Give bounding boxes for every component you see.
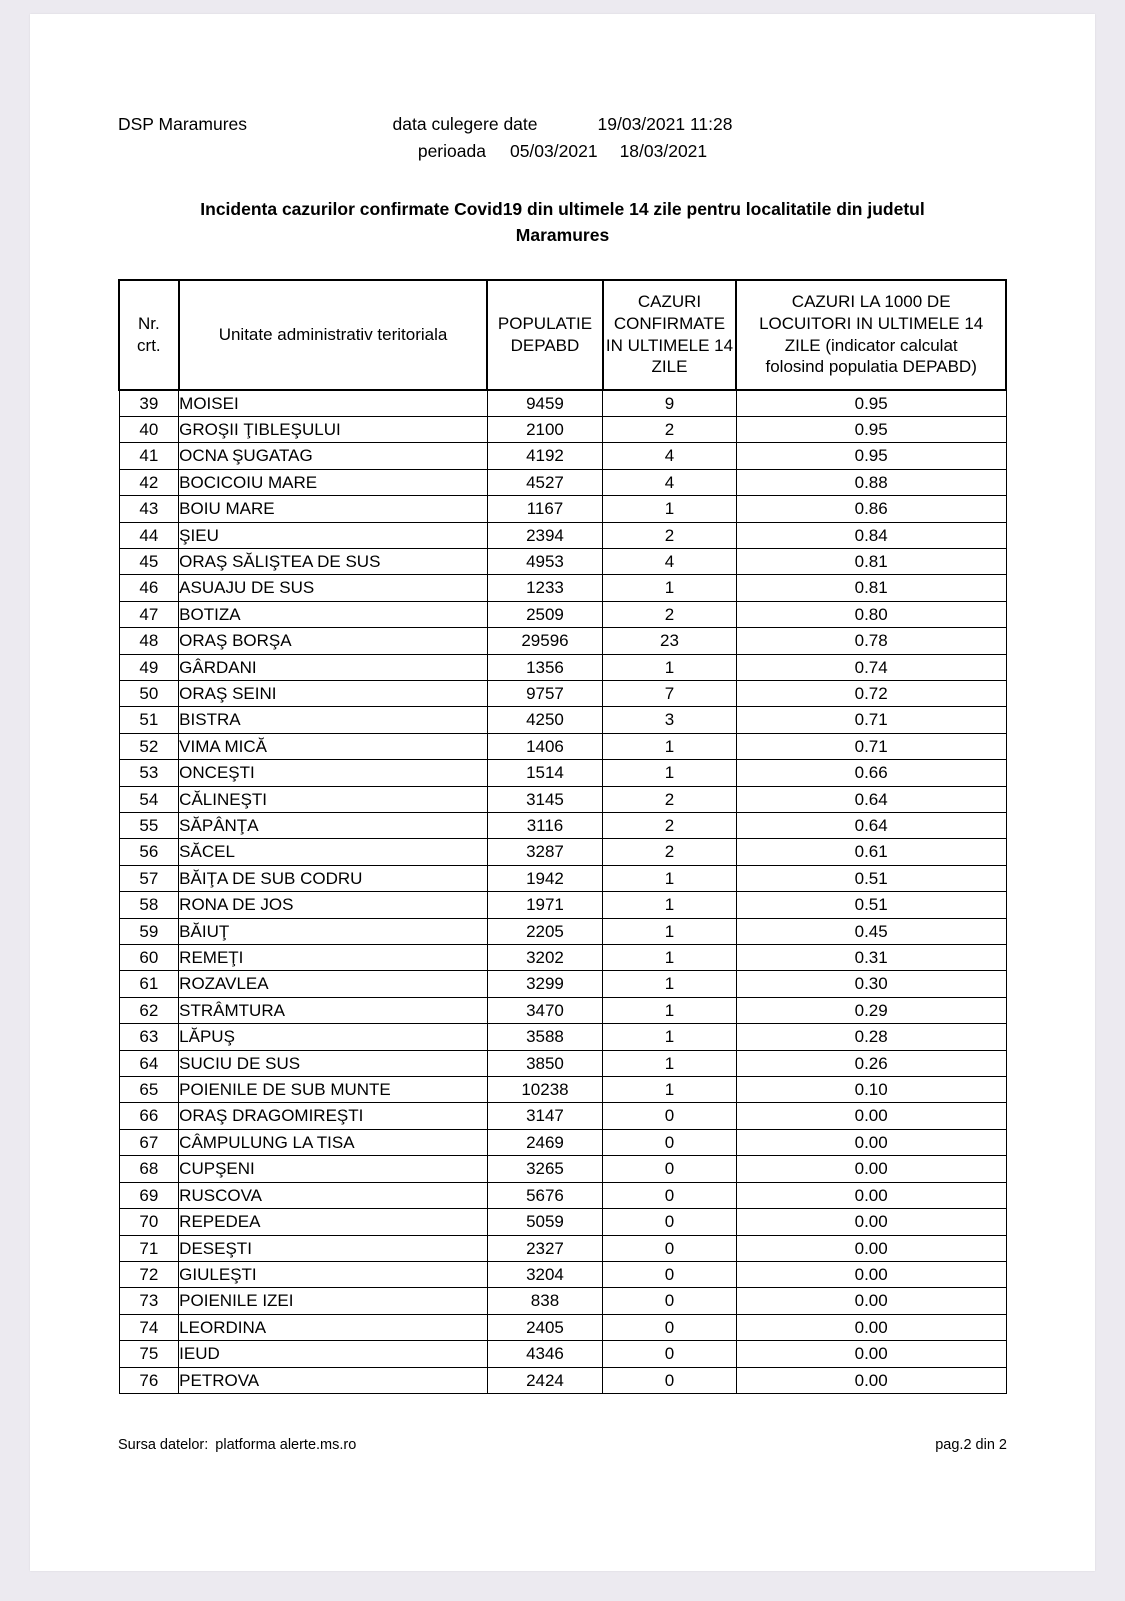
cell-nr: 54: [119, 786, 179, 812]
cell-population: 5059: [487, 1209, 602, 1235]
table-row: [119, 1288, 1006, 1314]
cell-uat: BISTRA: [179, 707, 488, 733]
cell-nr: 40: [119, 416, 179, 442]
table-header: [119, 280, 1006, 390]
cell-rate: 0.81: [736, 548, 1006, 574]
source-note: [118, 1437, 356, 1453]
cell-nr: 76: [119, 1367, 179, 1393]
cell-cases: 1: [603, 892, 737, 918]
cell-rate: 0.26: [736, 1050, 1006, 1076]
cell-cases: 1: [603, 1050, 737, 1076]
table-row: [119, 1182, 1006, 1208]
cell-cases: 0: [603, 1209, 737, 1235]
cell-uat: LEORDINA: [179, 1314, 488, 1340]
cell-nr: 60: [119, 945, 179, 971]
cell-rate: 0.00: [736, 1261, 1006, 1287]
period-start: 05/03/2021: [509, 141, 598, 161]
table-row: [119, 971, 1006, 997]
cell-nr: 56: [119, 839, 179, 865]
cell-cases: 0: [603, 1341, 737, 1367]
cell-uat: ORAŞ BORŞA: [179, 628, 488, 654]
cell-nr: 67: [119, 1129, 179, 1155]
column-header-cases: [603, 280, 737, 390]
cell-population: 4527: [487, 469, 602, 495]
cell-cases: 0: [603, 1367, 737, 1393]
cell-population: 4346: [487, 1341, 602, 1367]
cell-cases: 9: [603, 390, 737, 417]
cell-nr: 62: [119, 997, 179, 1023]
page-title: Incidenta cazurilor confirmate Covid19 din ultimele 14 zile pentru localitatile din judetul Maramures: [200, 199, 925, 246]
cell-nr: 68: [119, 1156, 179, 1182]
table-row: [119, 813, 1006, 839]
column-header-population-line1: POPULATIE: [497, 313, 593, 333]
cell-population: 1406: [487, 733, 602, 759]
cell-cases: 2: [603, 839, 737, 865]
cell-cases: 7: [603, 680, 737, 706]
cell-rate: 0.95: [736, 390, 1006, 417]
cell-population: 1514: [487, 760, 602, 786]
authority-name: DSP Maramures: [118, 114, 248, 134]
cell-population: 3147: [487, 1103, 602, 1129]
cell-rate: 0.00: [736, 1182, 1006, 1208]
document-header: [118, 114, 1007, 170]
cell-nr: 48: [119, 628, 179, 654]
cell-cases: 1: [603, 496, 737, 522]
document-page: [30, 14, 1095, 1571]
cell-uat: IEUD: [179, 1341, 488, 1367]
cell-population: 1356: [487, 654, 602, 680]
cell-cases: 2: [603, 601, 737, 627]
table-row: [119, 1129, 1006, 1155]
cell-cases: 0: [603, 1182, 737, 1208]
cell-nr: 64: [119, 1050, 179, 1076]
cell-rate: 0.28: [736, 1024, 1006, 1050]
cell-population: 1971: [487, 892, 602, 918]
column-header-rate-line3: ZILE (indicator calculat: [784, 335, 958, 355]
cell-cases: 2: [603, 416, 737, 442]
collection-datetime-line: [393, 114, 733, 135]
cell-cases: 23: [603, 628, 737, 654]
table-row: [119, 997, 1006, 1023]
cell-rate: 0.51: [736, 865, 1006, 891]
table-row: [119, 680, 1006, 706]
cell-cases: 1: [603, 945, 737, 971]
table-row: [119, 733, 1006, 759]
column-header-rate-line4: folosind populatia DEPABD): [765, 357, 977, 377]
table-row: [119, 1314, 1006, 1340]
table-row: [119, 1367, 1006, 1393]
cell-uat: SĂCEL: [179, 839, 488, 865]
column-header-cases-line1: CAZURI: [637, 292, 702, 311]
cell-rate: 0.80: [736, 601, 1006, 627]
cell-cases: 1: [603, 654, 737, 680]
cell-nr: 75: [119, 1341, 179, 1367]
cell-rate: 0.00: [736, 1209, 1006, 1235]
table-row: [119, 443, 1006, 469]
cell-population: 3204: [487, 1261, 602, 1287]
column-header-rate-line2: LOCUITORI IN ULTIMELE 14: [759, 313, 984, 333]
cell-cases: 1: [603, 918, 737, 944]
cell-population: 3116: [487, 813, 602, 839]
cell-nr: 53: [119, 760, 179, 786]
cell-cases: 1: [603, 865, 737, 891]
cell-uat: SUCIU DE SUS: [179, 1050, 488, 1076]
table-row: [119, 1156, 1006, 1182]
table-row: [119, 601, 1006, 627]
cell-uat: RONA DE JOS: [179, 892, 488, 918]
cell-population: 9757: [487, 680, 602, 706]
cell-population: 3145: [487, 786, 602, 812]
cell-cases: 0: [603, 1261, 737, 1287]
cell-uat: LĂPUŞ: [179, 1024, 488, 1050]
table-row: [119, 416, 1006, 442]
cell-rate: 0.00: [736, 1103, 1006, 1129]
table-row: [119, 1103, 1006, 1129]
cell-nr: 39: [119, 390, 179, 417]
cell-uat: OCNA ŞUGATAG: [179, 443, 488, 469]
table-row: [119, 786, 1006, 812]
cell-cases: 1: [603, 1024, 737, 1050]
cell-cases: 1: [603, 575, 737, 601]
cell-uat: ONCEŞTI: [179, 760, 488, 786]
cell-cases: 2: [603, 813, 737, 839]
cell-nr: 69: [119, 1182, 179, 1208]
column-header-rate-line1: CAZURI LA 1000 DE: [791, 292, 951, 311]
cell-nr: 71: [119, 1235, 179, 1261]
column-header-nr-line2: crt.: [137, 335, 161, 355]
cell-cases: 3: [603, 707, 737, 733]
collection-datetime: 19/03/2021 11:28: [597, 114, 733, 134]
cell-rate: 0.00: [736, 1367, 1006, 1393]
period-line: [418, 141, 707, 162]
cell-population: 2394: [487, 522, 602, 548]
table-row: [119, 575, 1006, 601]
cell-population: 9459: [487, 390, 602, 417]
cell-population: 2205: [487, 918, 602, 944]
cell-uat: DESEŞTI: [179, 1235, 488, 1261]
cell-rate: 0.64: [736, 786, 1006, 812]
period-label: perioada: [417, 141, 486, 161]
document-footer: [118, 1437, 1007, 1453]
cell-uat: GÂRDANI: [179, 654, 488, 680]
cell-cases: 4: [603, 443, 737, 469]
cell-uat: ŞIEU: [179, 522, 488, 548]
cell-uat: BOIU MARE: [179, 496, 488, 522]
cell-rate: 0.00: [736, 1235, 1006, 1261]
table-row: [119, 548, 1006, 574]
cell-population: 3588: [487, 1024, 602, 1050]
cell-population: 4953: [487, 548, 602, 574]
cell-uat: PETROVA: [179, 1367, 488, 1393]
cell-cases: 0: [603, 1103, 737, 1129]
cell-uat: CUPŞENI: [179, 1156, 488, 1182]
cell-rate: 0.72: [736, 680, 1006, 706]
cell-rate: 0.71: [736, 733, 1006, 759]
collection-label: data culegere date: [392, 114, 538, 134]
table-row: [119, 865, 1006, 891]
column-header-population-line2: DEPABD: [510, 335, 580, 355]
cell-nr: 74: [119, 1314, 179, 1340]
cell-nr: 46: [119, 575, 179, 601]
cell-rate: 0.78: [736, 628, 1006, 654]
cell-rate: 0.88: [736, 469, 1006, 495]
cell-nr: 43: [119, 496, 179, 522]
cell-population: 4250: [487, 707, 602, 733]
cell-cases: 4: [603, 548, 737, 574]
cell-rate: 0.66: [736, 760, 1006, 786]
cell-population: 2100: [487, 416, 602, 442]
cell-uat: CĂLINEŞTI: [179, 786, 488, 812]
cell-nr: 58: [119, 892, 179, 918]
cell-rate: 0.00: [736, 1288, 1006, 1314]
cell-cases: 2: [603, 522, 737, 548]
column-header-cases-line3: IN ULTIMELE 14: [605, 335, 734, 355]
period-end: 18/03/2021: [619, 141, 708, 161]
cell-population: 2469: [487, 1129, 602, 1155]
cell-population: 5676: [487, 1182, 602, 1208]
table-row: [119, 918, 1006, 944]
cell-nr: 61: [119, 971, 179, 997]
table-row: [119, 390, 1006, 417]
page-number: pag.2 din 2: [935, 1437, 1007, 1453]
table-row: [119, 1235, 1006, 1261]
cell-cases: 1: [603, 997, 737, 1023]
cell-uat: MOISEI: [179, 390, 488, 417]
cell-cases: 0: [603, 1156, 737, 1182]
cell-rate: 0.10: [736, 1077, 1006, 1103]
table-row: [119, 945, 1006, 971]
cell-rate: 0.29: [736, 997, 1006, 1023]
table-row: [119, 1077, 1006, 1103]
cell-population: 2405: [487, 1314, 602, 1340]
cell-cases: 2: [603, 786, 737, 812]
cell-rate: 0.45: [736, 918, 1006, 944]
cell-population: 3287: [487, 839, 602, 865]
cell-population: 3470: [487, 997, 602, 1023]
cell-uat: POIENILE DE SUB MUNTE: [179, 1077, 488, 1103]
cell-uat: VIMA MICĂ: [179, 733, 488, 759]
cell-population: 3265: [487, 1156, 602, 1182]
table-row: [119, 1024, 1006, 1050]
table-row: [119, 707, 1006, 733]
cell-population: 1167: [487, 496, 602, 522]
cell-uat: BOTIZA: [179, 601, 488, 627]
cell-uat: ORAŞ DRAGOMIREŞTI: [179, 1103, 488, 1129]
cell-cases: 1: [603, 971, 737, 997]
table-row: [119, 1209, 1006, 1235]
table-row: [119, 892, 1006, 918]
cell-rate: 0.31: [736, 945, 1006, 971]
cell-rate: 0.95: [736, 443, 1006, 469]
cell-nr: 65: [119, 1077, 179, 1103]
cell-nr: 49: [119, 654, 179, 680]
cell-cases: 1: [603, 1077, 737, 1103]
cell-nr: 57: [119, 865, 179, 891]
cell-uat: BOCICOIU MARE: [179, 469, 488, 495]
cell-uat: RUSCOVA: [179, 1182, 488, 1208]
cell-uat: CÂMPULUNG LA TISA: [179, 1129, 488, 1155]
cell-uat: BĂIUŢ: [179, 918, 488, 944]
cell-cases: 4: [603, 469, 737, 495]
cell-nr: 66: [119, 1103, 179, 1129]
cell-rate: 0.51: [736, 892, 1006, 918]
column-header-rate: [736, 280, 1006, 390]
cell-nr: 44: [119, 522, 179, 548]
cell-rate: 0.30: [736, 971, 1006, 997]
source-value: platforma alerte.ms.ro: [215, 1437, 357, 1453]
cell-uat: ORAŞ SĂLIŞTEA DE SUS: [179, 548, 488, 574]
cell-rate: 0.61: [736, 839, 1006, 865]
cell-uat: REMEŢI: [179, 945, 488, 971]
cell-nr: 73: [119, 1288, 179, 1314]
cell-rate: 0.86: [736, 496, 1006, 522]
cell-nr: 41: [119, 443, 179, 469]
cell-nr: 50: [119, 680, 179, 706]
table-row: [119, 760, 1006, 786]
cell-rate: 0.74: [736, 654, 1006, 680]
table-header-row: [119, 280, 1006, 390]
table-row: [119, 628, 1006, 654]
source-label: Sursa datelor:: [118, 1437, 209, 1453]
cell-cases: 1: [603, 760, 737, 786]
cell-nr: 51: [119, 707, 179, 733]
cell-cases: 0: [603, 1314, 737, 1340]
cell-cases: 0: [603, 1235, 737, 1261]
column-header-uat: Unitate administrativ teritoriala: [179, 280, 488, 390]
cell-cases: 0: [603, 1129, 737, 1155]
cell-nr: 55: [119, 813, 179, 839]
cell-population: 10238: [487, 1077, 602, 1103]
column-header-nr-line1: Nr.: [137, 313, 160, 333]
cell-population: 1942: [487, 865, 602, 891]
table-row: [119, 1341, 1006, 1367]
cell-nr: 70: [119, 1209, 179, 1235]
cell-rate: 0.00: [736, 1314, 1006, 1340]
cell-rate: 0.64: [736, 813, 1006, 839]
column-header-nr: [119, 280, 179, 390]
cell-uat: ORAŞ SEINI: [179, 680, 488, 706]
cell-rate: 0.81: [736, 575, 1006, 601]
cell-population: 2509: [487, 601, 602, 627]
cell-cases: 0: [603, 1288, 737, 1314]
cell-uat: GIULEŞTI: [179, 1261, 488, 1287]
cell-rate: 0.00: [736, 1129, 1006, 1155]
cell-rate: 0.84: [736, 522, 1006, 548]
cell-uat: BĂIŢA DE SUB CODRU: [179, 865, 488, 891]
cell-rate: 0.00: [736, 1341, 1006, 1367]
table-row: [119, 496, 1006, 522]
table-row: [119, 1050, 1006, 1076]
cell-uat: ASUAJU DE SUS: [179, 575, 488, 601]
incidence-table: [118, 279, 1007, 1394]
cell-population: 3299: [487, 971, 602, 997]
table-body: [119, 390, 1006, 1394]
cell-rate: 0.95: [736, 416, 1006, 442]
cell-nr: 42: [119, 469, 179, 495]
cell-rate: 0.00: [736, 1156, 1006, 1182]
cell-nr: 59: [119, 918, 179, 944]
cell-population: 3202: [487, 945, 602, 971]
cell-population: 1233: [487, 575, 602, 601]
cell-cases: 1: [603, 733, 737, 759]
cell-nr: 52: [119, 733, 179, 759]
cell-uat: ROZAVLEA: [179, 971, 488, 997]
cell-population: 838: [487, 1288, 602, 1314]
cell-uat: POIENILE IZEI: [179, 1288, 488, 1314]
cell-population: 4192: [487, 443, 602, 469]
cell-nr: 72: [119, 1261, 179, 1287]
table-row: [119, 469, 1006, 495]
cell-population: 29596: [487, 628, 602, 654]
cell-nr: 47: [119, 601, 179, 627]
table-row: [119, 839, 1006, 865]
cell-nr: 63: [119, 1024, 179, 1050]
table-row: [119, 1261, 1006, 1287]
cell-uat: REPEDEA: [179, 1209, 488, 1235]
column-header-cases-line4: ZILE: [651, 357, 688, 377]
cell-uat: GROŞII ŢIBLEŞULUI: [179, 416, 488, 442]
cell-rate: 0.71: [736, 707, 1006, 733]
cell-nr: 45: [119, 548, 179, 574]
table-row: [119, 522, 1006, 548]
column-header-cases-line2: CONFIRMATE: [613, 313, 726, 333]
cell-uat: SĂPÂNŢA: [179, 813, 488, 839]
cell-population: 2327: [487, 1235, 602, 1261]
cell-population: 2424: [487, 1367, 602, 1393]
column-header-population: [487, 280, 602, 390]
cell-uat: STRÂMTURA: [179, 997, 488, 1023]
cell-population: 3850: [487, 1050, 602, 1076]
table-row: [119, 654, 1006, 680]
